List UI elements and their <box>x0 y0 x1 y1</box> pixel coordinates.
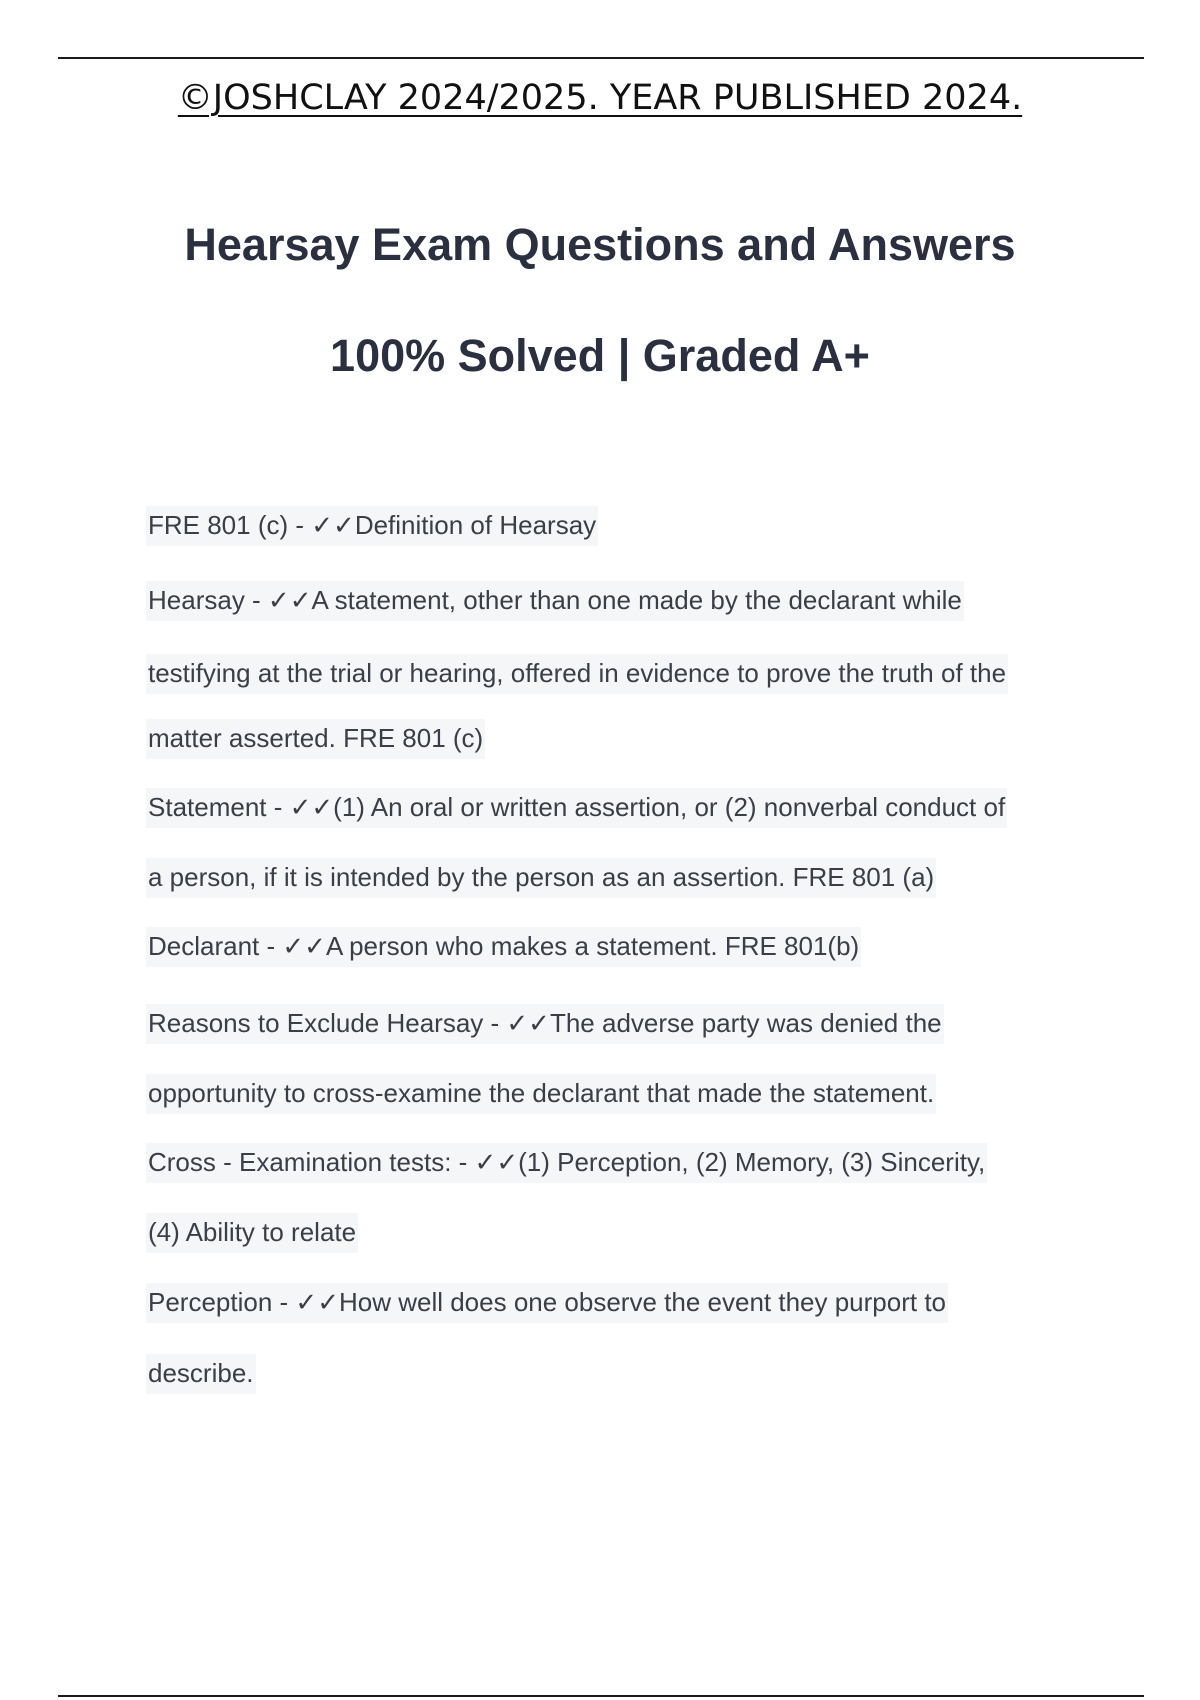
qa-line <box>146 510 1106 541</box>
qa-line-text: Reasons to Exclude Hearsay - ✓✓The adverse party was denied the <box>146 1004 944 1044</box>
bottom-rule <box>58 1695 1144 1697</box>
qa-line <box>146 862 1106 893</box>
qa-line <box>146 1078 1106 1109</box>
qa-line-text: describe. <box>146 1354 256 1394</box>
qa-line-text: (4) Ability to relate <box>146 1213 358 1253</box>
copyright-header <box>0 78 1200 118</box>
copyright-text: ©JOSHCLAY 2024/2025. YEAR PUBLISHED 2024. <box>177 78 1023 118</box>
qa-line <box>146 723 1106 754</box>
qa-line-text: Hearsay - ✓✓A statement, other than one made by the declarant while <box>146 581 964 621</box>
qa-line <box>146 1358 1106 1389</box>
qa-line-text: testifying at the trial or hearing, offered in evidence to prove the truth of the <box>146 654 1008 694</box>
qa-line-text: Perception - ✓✓How well does one observe the event they purport to <box>146 1283 948 1323</box>
qa-line-text: FRE 801 (c) - ✓✓Definition of Hearsay <box>146 506 598 546</box>
qa-line <box>146 1147 1106 1178</box>
qa-line-text: a person, if it is intended by the person as an assertion. FRE 801 (a) <box>146 858 936 898</box>
document-title: Hearsay Exam Questions and Answers <box>184 219 1016 270</box>
qa-line-text: Declarant - ✓✓A person who makes a statement. FRE 801(b) <box>146 927 861 967</box>
qa-line-text: opportunity to cross-examine the declarant that made the statement. <box>146 1074 936 1114</box>
qa-line <box>146 1008 1106 1039</box>
qa-line-text: Statement - ✓✓(1) An oral or written assertion, or (2) nonverbal conduct of <box>146 788 1007 828</box>
qa-line <box>146 585 1106 616</box>
qa-line <box>146 792 1106 823</box>
qa-line <box>146 1287 1106 1318</box>
top-rule <box>58 57 1144 59</box>
document-subtitle: 100% Solved | Graded A+ <box>330 330 870 381</box>
qa-line <box>146 931 1106 962</box>
qa-line-text: Cross - Examination tests: - ✓✓(1) Perception, (2) Memory, (3) Sincerity, <box>146 1143 987 1183</box>
qa-line <box>146 1217 1106 1248</box>
qa-line <box>146 658 1106 689</box>
qa-line-text: matter asserted. FRE 801 (c) <box>146 719 485 759</box>
